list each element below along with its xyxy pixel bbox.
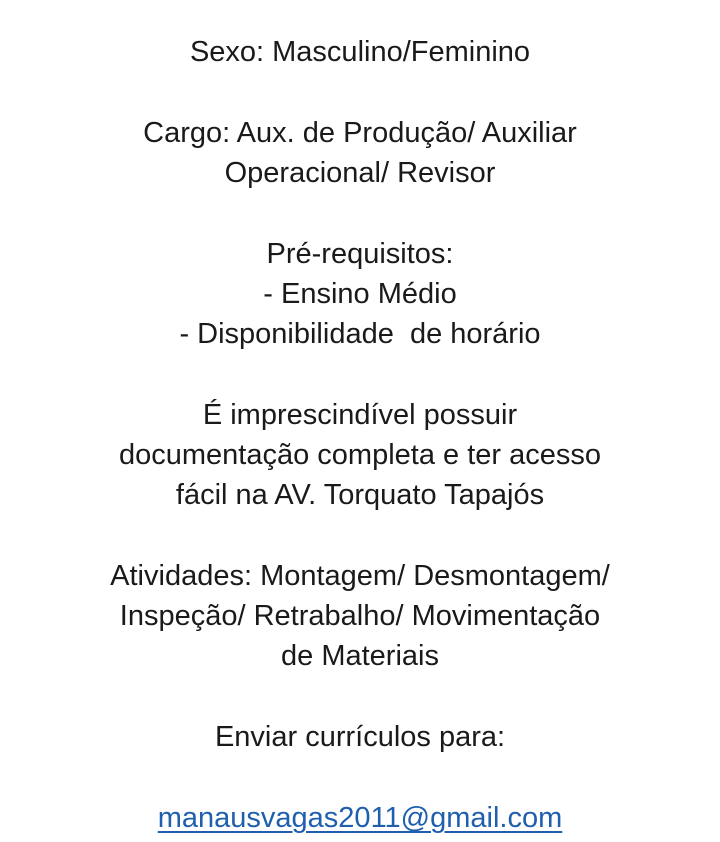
- spacer: [0, 515, 720, 556]
- cargo-section: [20, 113, 700, 193]
- prerequisitos-section: [20, 234, 700, 354]
- documentacao-line-3: fácil na AV. Torquato Tapajós: [175, 479, 545, 511]
- documentacao-line-2: documentação completa e ter acesso: [119, 439, 601, 471]
- atividades-line-1: Atividades: Montagem/ Desmontagem/: [110, 560, 610, 592]
- documentacao-line-1: É imprescindível possuir: [202, 399, 518, 431]
- spacer: [0, 72, 720, 113]
- spacer: [0, 757, 720, 798]
- prerequisito-item-disponibilidade: - Disponibilidade de horário: [179, 318, 541, 350]
- documentacao-section: [20, 395, 700, 515]
- email-link[interactable]: manausvagas2011@gmail.com: [157, 802, 563, 834]
- atividades-line-3: de Materiais: [281, 640, 439, 672]
- cargo-line-1: Cargo: Aux. de Produção/ Auxiliar: [143, 117, 577, 149]
- enviar-line: Enviar currículos para:: [214, 721, 506, 753]
- sexo-line: Sexo: Masculino/Feminino: [189, 36, 531, 68]
- sexo-section: [20, 32, 700, 72]
- spacer: [0, 193, 720, 234]
- email-section: [20, 798, 700, 838]
- atividades-section: [20, 556, 700, 676]
- prerequisitos-heading: Pré-requisitos:: [266, 238, 454, 270]
- spacer: [0, 676, 720, 717]
- cargo-line-2: Operacional/ Revisor: [224, 157, 496, 189]
- prerequisito-item-ensino: - Ensino Médio: [263, 278, 457, 310]
- enviar-section: [20, 717, 700, 757]
- spacer: [0, 354, 720, 395]
- atividades-line-2: Inspeção/ Retrabalho/ Movimentação: [119, 600, 601, 632]
